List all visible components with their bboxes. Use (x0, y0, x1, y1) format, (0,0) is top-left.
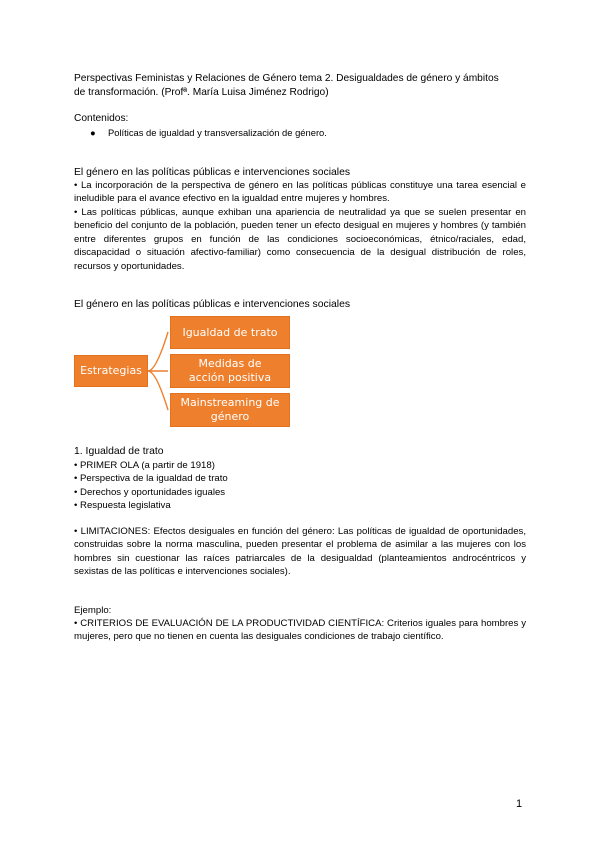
strategy-label: Medidas de acción positiva (188, 357, 272, 384)
list-item: • Perspectiva de la igualdad de trato (74, 473, 228, 484)
list-item: • Derechos y oportunidades iguales (74, 487, 226, 498)
example-heading: Ejemplo: (74, 605, 112, 616)
list-item (90, 126, 327, 139)
section-heading: 1. Igualdad de trato (74, 446, 164, 457)
page-number: 1 (516, 798, 523, 810)
strategy-label: Igualdad de trato (182, 325, 278, 339)
list-item: • PRIMER OLA (a partir de 1918) (74, 460, 215, 471)
section-heading: El género en las políticas públicas e intervenciones sociales (74, 167, 351, 178)
bullet-icon: ● (90, 127, 96, 138)
example-paragraph: • CRITERIOS DE EVALUACIÓN DE LA PRODUCTIVIDAD CIENTÍFICA: Criterios iguales para hombres y mujeres, pero que no tienen en cuenta las desiguales condiciones de trabajo científico. (74, 618, 526, 643)
document-title-line-1: Perspectivas Feministas y Relaciones de Género tema 2. Desigualdades de género y ámbitos (74, 73, 499, 84)
strategy-box-positive-action (170, 354, 290, 388)
list-item: • Respuesta legislativa (74, 500, 171, 511)
list-item-text: Políticas de igualdad y transversalización de género. (108, 127, 327, 138)
document-title-line-2: de transformación. (Profª. María Luisa Jiménez Rodrigo) (74, 87, 329, 98)
strategies-root-box (74, 355, 148, 387)
contents-list (90, 126, 327, 139)
strategy-label: Mainstreaming de género (180, 396, 280, 423)
paragraph: • La incorporación de la perspectiva de género en las políticas públicas constituye una tarea esencial e ineludible para el avance efectivo en la igualdad entre mujeres y hombres. (74, 180, 526, 205)
strategies-root-label: Estrategias (80, 364, 142, 377)
contents-heading: Contenidos: (74, 113, 129, 124)
section-heading: El género en las políticas públicas e intervenciones sociales (74, 299, 351, 310)
strategy-box-equal-treatment (170, 316, 290, 349)
limitations-paragraph: • LIMITACIONES: Efectos desiguales en función del género: Las políticas de igualdad de oportunidades, construidas sobre la norma masculina, pueden presentar el problema de asimilar a las mujeres con los hombres sin cuestionar las raíces patriarcales de la desigualdad (planteamientos androcéntricos y sexistas de las políticas e intervenciones sociales). (74, 526, 526, 578)
paragraph: • Las políticas públicas, aunque exhiban una apariencia de neutralidad ya que se suelen presentar en beneficio del conjunto de la población, pueden tener un efecto desigual en mujeres y hombres (y también entre diferentes grupos en función de las condiciones socioeconómicas, étnico/raciales, edad, discapacidad o situación afectivo-familiar) como consecuencia de la desigual distribución de roles, recursos y oportunidades. (74, 207, 526, 272)
strategy-box-mainstreaming (170, 393, 290, 427)
